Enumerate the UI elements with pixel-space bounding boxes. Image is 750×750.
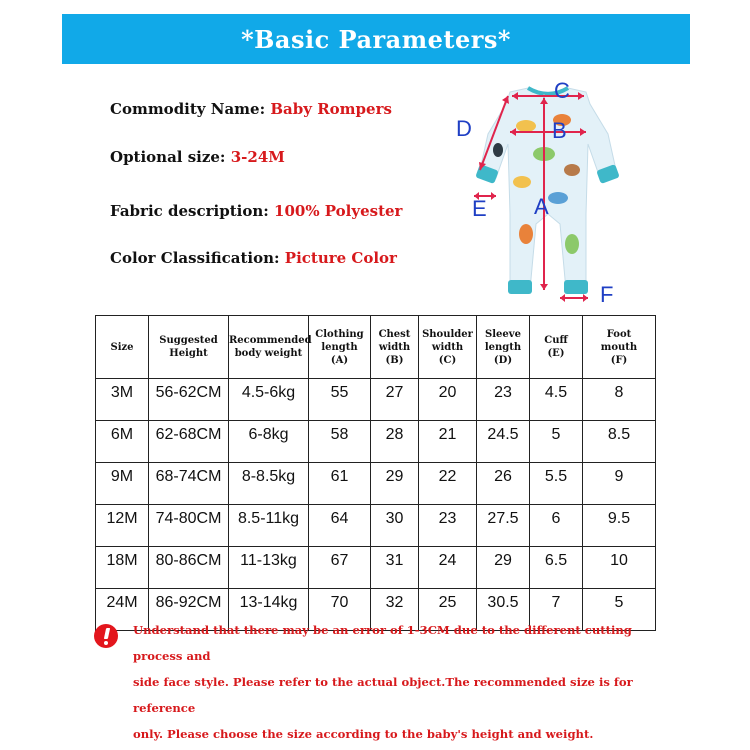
param-fabric: [110, 202, 402, 220]
cell: 5.5: [530, 463, 583, 505]
cell: 31: [371, 547, 419, 589]
param-label: Optional size:: [110, 148, 226, 166]
header-body-weight: Recommended body weight: [229, 316, 309, 379]
cell: 27: [371, 379, 419, 421]
cell: 8: [583, 379, 656, 421]
cell: 64: [309, 505, 371, 547]
cell: 21: [419, 421, 477, 463]
header-cuff: Cuff (E): [530, 316, 583, 379]
label-c: C: [554, 78, 570, 103]
cell: 9M: [96, 463, 149, 505]
cell: 24M: [96, 589, 149, 631]
cell: 74-80CM: [149, 505, 229, 547]
header-suggested-height: Suggested Height: [149, 316, 229, 379]
cell: 25: [419, 589, 477, 631]
cell: 6-8kg: [229, 421, 309, 463]
romper-measurement-diagram: [440, 74, 640, 310]
cell: 10: [583, 547, 656, 589]
cell: 9.5: [583, 505, 656, 547]
cell: 9: [583, 463, 656, 505]
header-shoulder-width: Shoulder width (C): [419, 316, 477, 379]
cell: 13-14kg: [229, 589, 309, 631]
cell: 67: [309, 547, 371, 589]
param-label: Fabric description:: [110, 202, 269, 220]
label-b: B: [552, 118, 567, 143]
cell: 26: [477, 463, 530, 505]
cell: 18M: [96, 547, 149, 589]
header-size: Size: [96, 316, 149, 379]
cell: 32: [371, 589, 419, 631]
size-chart-table: [95, 315, 656, 631]
cell: 6.5: [530, 547, 583, 589]
cell: 80-86CM: [149, 547, 229, 589]
warning-icon: [94, 624, 118, 648]
cell: 11-13kg: [229, 547, 309, 589]
cell: 56-62CM: [149, 379, 229, 421]
cell: 5: [583, 589, 656, 631]
cell: 12M: [96, 505, 149, 547]
cell: 55: [309, 379, 371, 421]
cell: 22: [419, 463, 477, 505]
cell: 8.5: [583, 421, 656, 463]
cell: 23: [419, 505, 477, 547]
cell: 27.5: [477, 505, 530, 547]
label-a: A: [534, 194, 549, 219]
param-value: Baby Rompers: [270, 100, 392, 118]
disclaimer-note: [133, 617, 673, 747]
table-row: [96, 463, 656, 505]
cell: 68-74CM: [149, 463, 229, 505]
cell: 23: [477, 379, 530, 421]
note-line: Understand that there may be an error of 1-3CM due to the different cutting process and: [133, 623, 632, 663]
param-commodity-name: [110, 100, 392, 118]
cell: 24.5: [477, 421, 530, 463]
cell: 7: [530, 589, 583, 631]
cell: 20: [419, 379, 477, 421]
note-line: only. Please choose the size according to the baby's height and weight.: [133, 727, 594, 741]
cell: 3M: [96, 379, 149, 421]
header-sleeve-length: Sleeve length (D): [477, 316, 530, 379]
cell: 61: [309, 463, 371, 505]
param-value: 100% Polyester: [274, 202, 403, 220]
cell: 30: [371, 505, 419, 547]
param-color-classification: [110, 249, 397, 267]
cell: 70: [309, 589, 371, 631]
cell: 29: [371, 463, 419, 505]
header-foot-mouth: Foot mouth (F): [583, 316, 656, 379]
header-chest-width: Chest width (B): [371, 316, 419, 379]
cell: 6M: [96, 421, 149, 463]
param-value: Picture Color: [284, 249, 397, 267]
cell: 4.5-6kg: [229, 379, 309, 421]
param-value: 3-24M: [230, 148, 285, 166]
cell: 28: [371, 421, 419, 463]
header-clothing-length: Clothing length (A): [309, 316, 371, 379]
romper-illustration: [440, 74, 640, 310]
note-line: side face style. Please refer to the actual object.The recommended size is for reference: [133, 675, 633, 715]
cell: 24: [419, 547, 477, 589]
label-f: F: [600, 282, 614, 307]
table-row: [96, 505, 656, 547]
cell: 30.5: [477, 589, 530, 631]
banner-title: *Basic Parameters*: [241, 24, 511, 54]
label-e: E: [472, 196, 487, 221]
cell: 62-68CM: [149, 421, 229, 463]
label-d: D: [456, 116, 472, 141]
cell: 29: [477, 547, 530, 589]
cell: 86-92CM: [149, 589, 229, 631]
cell: 58: [309, 421, 371, 463]
table-row: [96, 379, 656, 421]
param-label: Color Classification:: [110, 249, 280, 267]
cell: 8-8.5kg: [229, 463, 309, 505]
param-optional-size: [110, 148, 285, 166]
table-header-row: [96, 316, 656, 379]
cell: 8.5-11kg: [229, 505, 309, 547]
table-row: [96, 547, 656, 589]
cell: 4.5: [530, 379, 583, 421]
cell: 6: [530, 505, 583, 547]
header-banner: [62, 14, 690, 64]
param-label: Commodity Name:: [110, 100, 266, 118]
table-row: [96, 421, 656, 463]
cell: 5: [530, 421, 583, 463]
